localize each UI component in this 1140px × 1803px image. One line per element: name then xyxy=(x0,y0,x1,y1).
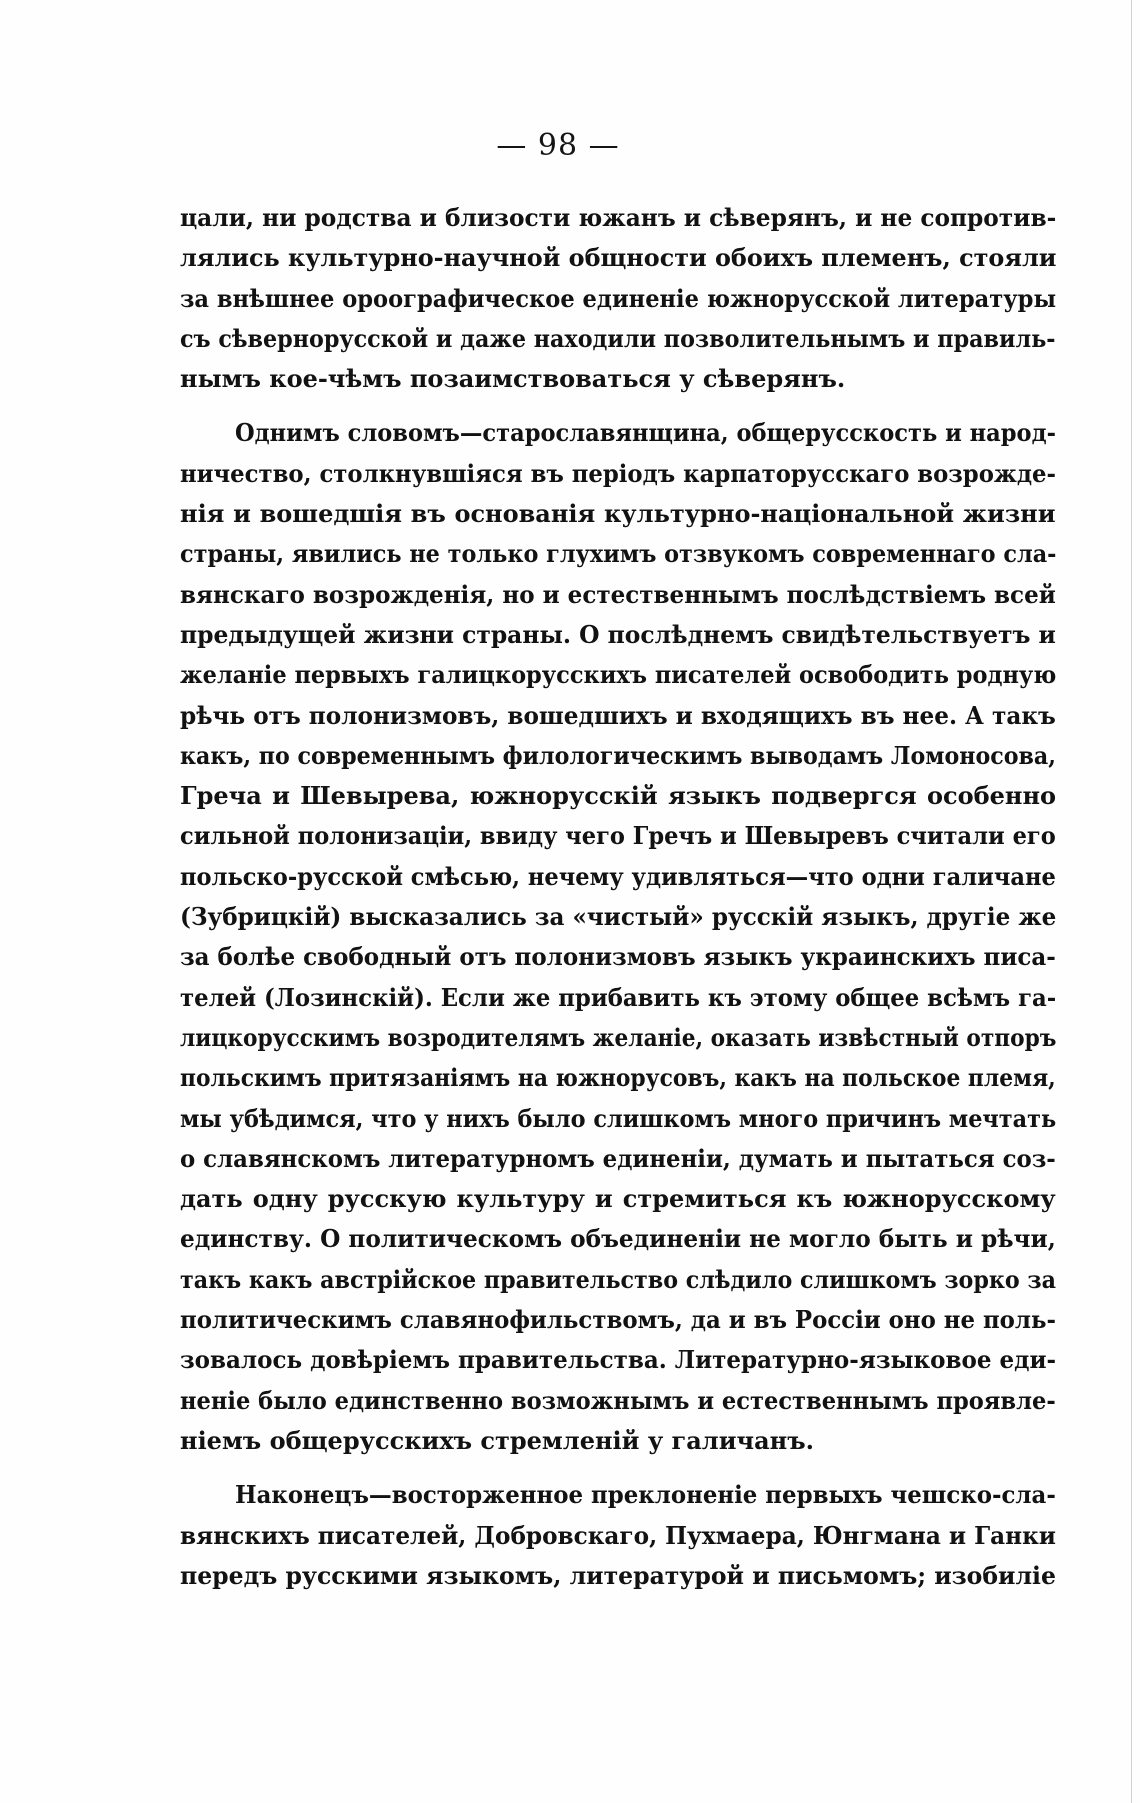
text-line: нымъ кое-чѣмъ позаимствоваться у сѣверянъ. xyxy=(180,364,846,394)
text-line: вянскихъ писателей, Добровскаго, Пухмаера, Юнгмана и Ганки xyxy=(180,1520,1056,1550)
text-line: польскимъ притязаніямъ на южнорусовъ, какъ на польское племя, xyxy=(180,1063,1056,1093)
text-line: за болѣе свободный отъ полонизмовъ языкъ украинскихъ писа- xyxy=(180,942,1056,972)
paragraph-gap xyxy=(180,399,1056,413)
text-line: лялись культурно-научной общности обоихъ племенъ, стояли xyxy=(180,243,1056,273)
body-text xyxy=(180,198,1056,1596)
text-line: нія и вошедшія въ основанія культурно-національной жизни xyxy=(180,499,1056,529)
paragraph-gap xyxy=(180,1461,1056,1475)
text-line: Греча и Шевырева, южнорусскій языкъ подвергся особенно xyxy=(180,781,1056,811)
text-line: ніемъ общерусскихъ стремленій у галичанъ. xyxy=(180,1425,814,1455)
text-line: телей (Лозинскій). Если же прибавить къ этому общее всѣмъ га- xyxy=(180,982,1056,1012)
text-line: политическимъ славянофильствомъ, да и въ Россіи оно не поль- xyxy=(180,1305,1056,1335)
text-line: Однимъ словомъ—старославянщина, общерусскость и народ- xyxy=(235,418,1056,448)
text-line: польско-русской смѣсью, нечему удивляться—что одни галичане xyxy=(180,861,1056,891)
text-line: единству. О политическомъ объединеніи не могло быть и рѣчи, xyxy=(180,1224,1056,1254)
page-edge-line xyxy=(1131,0,1132,1803)
text-line: вянскаго возрожденія, но и естественнымъ послѣдствіемъ всей xyxy=(180,579,1056,609)
text-line: о славянскомъ литературномъ единеніи, думать и пытаться соз- xyxy=(180,1143,1056,1173)
text-line: такъ какъ австрійское правительство слѣдило слишкомъ зорко за xyxy=(180,1264,1056,1294)
text-line: мы убѣдимся, что у нихъ было слишкомъ много причинъ мечтать xyxy=(180,1103,1056,1133)
text-line: Наконецъ—восторженное преклоненіе первыхъ чешско-сла- xyxy=(235,1480,1056,1510)
text-line: лицкорусскимъ возродителямъ желаніе, оказать извѣстный отпоръ xyxy=(180,1022,1056,1052)
text-line: неніе было единственно возможнымъ и естественнымъ проявле- xyxy=(180,1385,1056,1415)
text-line: страны, явились не только глухимъ отзвукомъ современнаго сла- xyxy=(180,539,1056,569)
text-line: рѣчь отъ полонизмовъ, вошедшихъ и входящихъ въ нее. А такъ xyxy=(180,700,1056,730)
paragraph-2 xyxy=(180,413,1056,1461)
text-line: ничество, столкнувшіяся въ періодъ карпаторусскаго возрожде- xyxy=(180,458,1056,488)
text-line: передъ русскими языкомъ, литературой и письмомъ; изобиліе xyxy=(180,1560,1056,1590)
text-line: съ сѣвернорусской и даже находили позволительнымъ и правиль- xyxy=(180,323,1056,353)
text-line: дать одну русскую культуру и стремиться къ южнорусскому xyxy=(180,1184,1056,1214)
text-line: за внѣшнее ороографическое единеніе южнорусской литературы xyxy=(180,283,1056,313)
text-line: желаніе первыхъ галицкорусскихъ писателей освободить родную xyxy=(180,660,1056,690)
text-line: предыдущей жизни страны. О послѣднемъ свидѣтельствуетъ и xyxy=(180,619,1056,649)
paragraph-1 xyxy=(180,198,1056,399)
paragraph-3 xyxy=(180,1475,1056,1596)
text-line: сильной полонизаціи, ввиду чего Гречъ и Шевыревъ считали его xyxy=(180,821,1056,851)
text-line: какъ, по современнымъ филологическимъ выводамъ Ломоносова, xyxy=(180,740,1056,770)
text-line: цали, ни родства и близости южанъ и сѣверянъ, и не сопротив- xyxy=(180,203,1056,232)
page-number: — 98 — xyxy=(496,128,620,163)
text-line: (Зубрицкій) высказались за «чистый» русскій языкъ, другіе же xyxy=(180,902,1056,932)
text-line: зовалось довѣріемъ правительства. Литературно-языковое еди- xyxy=(180,1345,1056,1375)
